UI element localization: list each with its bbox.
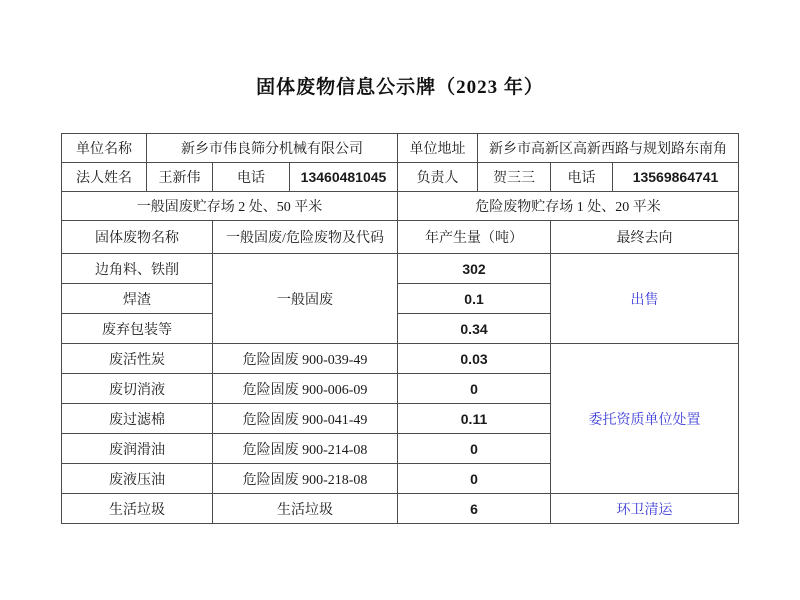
legal-person-value: 王新伟 [147, 163, 213, 192]
table-row [62, 254, 739, 284]
waste-name: 废液压油 [62, 464, 213, 494]
general-destination: 出售 [551, 254, 739, 344]
waste-category: 危险固废 900-041-49 [213, 404, 398, 434]
waste-name: 废润滑油 [62, 434, 213, 464]
waste-amount: 0.34 [398, 314, 551, 344]
waste-category: 危险固废 900-218-08 [213, 464, 398, 494]
hazardous-storage-text: 危险废物贮存场 1 处、20 平米 [398, 192, 739, 221]
hazardous-destination: 委托资质单位处置 [551, 344, 739, 494]
waste-amount: 0.03 [398, 344, 551, 374]
row-table-headers [62, 221, 739, 254]
row-contact-info [62, 163, 739, 192]
waste-amount: 0 [398, 374, 551, 404]
domestic-destination: 环卫清运 [551, 494, 739, 524]
waste-amount: 6 [398, 494, 551, 524]
waste-name: 废过滤棉 [62, 404, 213, 434]
table-row [62, 344, 739, 374]
header-destination: 最终去向 [551, 221, 739, 254]
manager-label: 负责人 [398, 163, 478, 192]
waste-category: 危险固废 900-214-08 [213, 434, 398, 464]
waste-name: 焊渣 [62, 284, 213, 314]
general-storage-text: 一般固废贮存场 2 处、50 平米 [62, 192, 398, 221]
waste-name: 生活垃圾 [62, 494, 213, 524]
phone1-value: 13460481045 [290, 163, 398, 192]
phone2-value: 13569864741 [613, 163, 739, 192]
general-category: 一般固废 [213, 254, 398, 344]
waste-amount: 0 [398, 464, 551, 494]
page-title: 固体废物信息公示牌（2023 年） [256, 77, 544, 98]
waste-amount: 0.11 [398, 404, 551, 434]
row-unit-info [62, 134, 739, 163]
waste-category: 危险固废 900-039-49 [213, 344, 398, 374]
manager-value: 贺三三 [478, 163, 551, 192]
header-waste-name: 固体废物名称 [62, 221, 213, 254]
waste-amount: 0 [398, 434, 551, 464]
waste-name: 废切消液 [62, 374, 213, 404]
unit-name-label: 单位名称 [62, 134, 147, 163]
waste-category: 危险固废 900-006-09 [213, 374, 398, 404]
legal-person-label: 法人姓名 [62, 163, 147, 192]
unit-name-value: 新乡市伟良筛分机械有限公司 [147, 134, 398, 163]
unit-address-value: 新乡市高新区高新西路与规划路东南角 [478, 134, 739, 163]
waste-name: 废弃包装等 [62, 314, 213, 344]
row-storage-info [62, 192, 739, 221]
waste-amount: 0.1 [398, 284, 551, 314]
waste-category: 生活垃圾 [213, 494, 398, 524]
waste-name: 边角料、铁削 [62, 254, 213, 284]
unit-address-label: 单位地址 [398, 134, 478, 163]
phone1-label: 电话 [213, 163, 290, 192]
phone2-label: 电话 [551, 163, 613, 192]
solid-waste-info-table [61, 133, 739, 524]
waste-amount: 302 [398, 254, 551, 284]
header-waste-category: 一般固废/危险废物及代码 [213, 221, 398, 254]
header-annual-amount: 年产生量（吨） [398, 221, 551, 254]
table-row [62, 494, 739, 524]
waste-name: 废活性炭 [62, 344, 213, 374]
